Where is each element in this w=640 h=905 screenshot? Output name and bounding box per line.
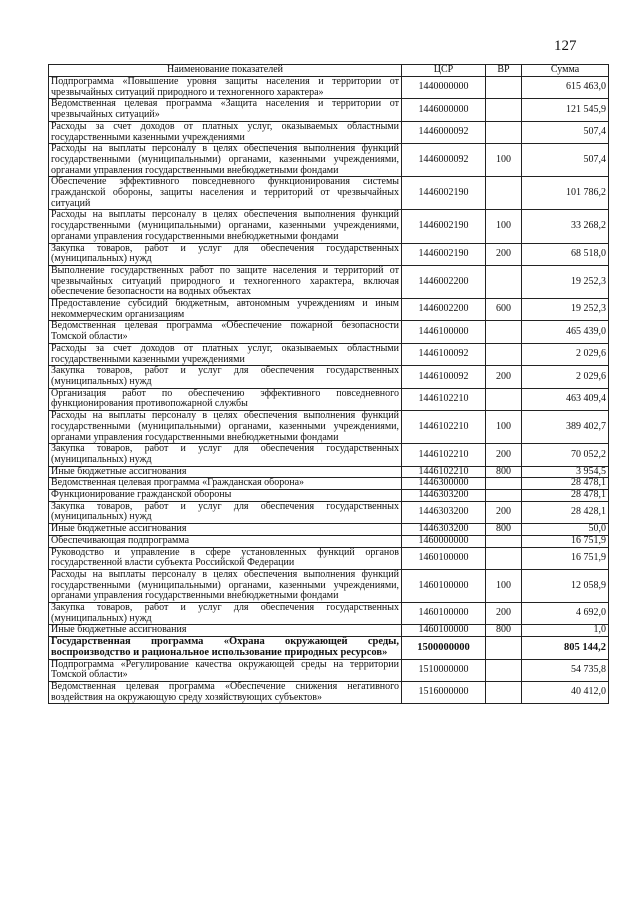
cell-sum: 54 735,8	[522, 659, 609, 681]
table-row	[49, 444, 609, 466]
cell-sum: 19 252,3	[522, 265, 609, 298]
cell-name: Расходы на выплаты персоналу в целях обеспечения выполнения функций государственными (муниципальными) органами, казенными учреждениями, органами управления государственными внебюджетными фондами	[49, 144, 402, 177]
cell-csr: 1446000092	[402, 144, 486, 177]
cell-vr: 100	[486, 569, 522, 602]
cell-csr: 1446102210	[402, 466, 486, 478]
cell-sum: 28 428,1	[522, 501, 609, 523]
table-row	[49, 177, 609, 210]
table-row	[49, 321, 609, 343]
cell-sum: 101 786,2	[522, 177, 609, 210]
cell-csr: 1460100000	[402, 603, 486, 625]
cell-sum: 389 402,7	[522, 411, 609, 444]
cell-sum: 507,4	[522, 144, 609, 177]
cell-sum: 507,4	[522, 121, 609, 143]
cell-vr	[486, 388, 522, 410]
cell-vr	[486, 681, 522, 703]
cell-csr: 1446300000	[402, 478, 486, 490]
cell-sum: 615 463,0	[522, 77, 609, 99]
table-row	[49, 99, 609, 121]
cell-sum: 4 692,0	[522, 603, 609, 625]
cell-csr: 1446002190	[402, 210, 486, 243]
cell-csr: 1446100092	[402, 366, 486, 388]
header-name: Наименование показателей	[49, 65, 402, 77]
cell-csr: 1446100092	[402, 343, 486, 365]
cell-csr: 1446102210	[402, 411, 486, 444]
cell-sum: 463 409,4	[522, 388, 609, 410]
cell-vr: 600	[486, 299, 522, 321]
cell-vr	[486, 121, 522, 143]
table-row	[49, 501, 609, 523]
cell-sum: 805 144,2	[522, 637, 609, 659]
cell-vr	[486, 637, 522, 659]
cell-csr: 1440000000	[402, 77, 486, 99]
table-row	[49, 490, 609, 502]
cell-csr: 1446303200	[402, 524, 486, 536]
cell-vr	[486, 343, 522, 365]
cell-csr: 1460100000	[402, 547, 486, 569]
cell-name: Ведомственная целевая программа «Гражданская оборона»	[49, 478, 402, 490]
cell-vr: 100	[486, 210, 522, 243]
table-row	[49, 366, 609, 388]
cell-csr: 1510000000	[402, 659, 486, 681]
header-csr: ЦСР	[402, 65, 486, 77]
header-vr: ВР	[486, 65, 522, 77]
table-row	[49, 77, 609, 99]
cell-vr	[486, 478, 522, 490]
cell-sum: 50,0	[522, 524, 609, 536]
cell-name: Расходы на выплаты персоналу в целях обеспечения выполнения функций государственными (муниципальными) органами, казенными учреждениями, органами управления государственными внебюджетными фондами	[49, 411, 402, 444]
cell-csr: 1446000092	[402, 121, 486, 143]
table-row	[49, 659, 609, 681]
cell-name: Предоставление субсидий бюджетным, автономным учреждениям и иным некоммерческим организациям	[49, 299, 402, 321]
cell-name: Расходы на выплаты персоналу в целях обеспечения выполнения функций государственными (муниципальными) органами, казенными учреждениями, органами управления государственными внебюджетными фондами	[49, 210, 402, 243]
cell-csr: 1460100000	[402, 625, 486, 637]
cell-name: Расходы за счет доходов от платных услуг, оказываемых областными государственными казенными учреждениями	[49, 343, 402, 365]
table-row	[49, 478, 609, 490]
cell-csr: 1446102210	[402, 444, 486, 466]
cell-sum: 28 478,1	[522, 478, 609, 490]
cell-name: Ведомственная целевая программа «Защита населения и территории от чрезвычайных ситуаций»	[49, 99, 402, 121]
table-row	[49, 625, 609, 637]
cell-sum: 68 518,0	[522, 243, 609, 265]
cell-sum: 2 029,6	[522, 366, 609, 388]
table-row	[49, 121, 609, 143]
header-sum: Сумма	[522, 65, 609, 77]
cell-vr: 100	[486, 411, 522, 444]
cell-csr: 1446000000	[402, 99, 486, 121]
table-row	[49, 547, 609, 569]
cell-sum: 16 751,9	[522, 547, 609, 569]
cell-vr	[486, 265, 522, 298]
table-row	[49, 299, 609, 321]
cell-csr: 1460100000	[402, 569, 486, 602]
table-row	[49, 144, 609, 177]
cell-vr	[486, 321, 522, 343]
cell-name: Закупка товаров, работ и услуг для обеспечения государственных (муниципальных) нужд	[49, 243, 402, 265]
cell-name: Закупка товаров, работ и услуг для обеспечения государственных (муниципальных) нужд	[49, 444, 402, 466]
cell-name: Иные бюджетные ассигнования	[49, 625, 402, 637]
cell-vr	[486, 77, 522, 99]
table-row	[49, 569, 609, 602]
table-row	[49, 243, 609, 265]
cell-vr	[486, 659, 522, 681]
cell-name: Ведомственная целевая программа «Обеспечение снижения негативного воздействия на окружающую среду хозяйствующих субъектов»	[49, 681, 402, 703]
table-row	[49, 466, 609, 478]
cell-csr: 1446002190	[402, 243, 486, 265]
cell-vr: 200	[486, 444, 522, 466]
table-header-row	[49, 65, 609, 77]
cell-csr: 1446002200	[402, 265, 486, 298]
cell-vr: 800	[486, 625, 522, 637]
cell-name: Государственная программа «Охрана окружающей среды, воспроизводство и рациональное использование природных ресурсов»	[49, 637, 402, 659]
table-row	[49, 343, 609, 365]
cell-sum: 12 058,9	[522, 569, 609, 602]
cell-name: Выполнение государственных работ по защите населения и территорий от чрезвычайных ситуаций природного и техногенного характера, включая обеспечение безопасности на водных объектах	[49, 265, 402, 298]
cell-name: Обеспечивающая подпрограмма	[49, 535, 402, 547]
cell-name: Ведомственная целевая программа «Обеспечение пожарной безопасности Томской области»	[49, 321, 402, 343]
cell-sum: 121 545,9	[522, 99, 609, 121]
cell-name: Закупка товаров, работ и услуг для обеспечения государственных (муниципальных) нужд	[49, 501, 402, 523]
cell-vr: 800	[486, 524, 522, 536]
budget-table	[48, 64, 609, 704]
cell-csr: 1446002190	[402, 177, 486, 210]
cell-sum: 16 751,9	[522, 535, 609, 547]
cell-name: Расходы на выплаты персоналу в целях обеспечения выполнения функций государственными (муниципальными) органами, казенными учреждениями, органами управления государственными внебюджетными фондами	[49, 569, 402, 602]
cell-vr	[486, 535, 522, 547]
cell-vr	[486, 177, 522, 210]
cell-name: Организация работ по обеспечению эффективного повседневного функционирования противопожарной службы	[49, 388, 402, 410]
cell-csr: 1460000000	[402, 535, 486, 547]
cell-csr: 1446102210	[402, 388, 486, 410]
cell-name: Иные бюджетные ассигнования	[49, 466, 402, 478]
table-row	[49, 210, 609, 243]
table-row	[49, 388, 609, 410]
table-row	[49, 637, 609, 659]
cell-csr: 1446303200	[402, 501, 486, 523]
page-number: 127	[554, 38, 577, 54]
cell-name: Руководство и управление в сфере установленных функций органов государственной власти субъекта Российской Федерации	[49, 547, 402, 569]
cell-name: Функционирование гражданской обороны	[49, 490, 402, 502]
cell-name: Закупка товаров, работ и услуг для обеспечения государственных (муниципальных) нужд	[49, 366, 402, 388]
cell-vr	[486, 490, 522, 502]
cell-sum: 2 029,6	[522, 343, 609, 365]
cell-sum: 40 412,0	[522, 681, 609, 703]
cell-name: Обеспечение эффективного повседневного функционирования системы гражданской обороны, защиты населения и территорий от чрезвычайных ситуаций	[49, 177, 402, 210]
cell-vr: 200	[486, 366, 522, 388]
cell-sum: 19 252,3	[522, 299, 609, 321]
table-row	[49, 535, 609, 547]
cell-vr	[486, 547, 522, 569]
cell-name: Расходы за счет доходов от платных услуг, оказываемых областными государственными казенными учреждениями	[49, 121, 402, 143]
table-row	[49, 411, 609, 444]
cell-csr: 1516000000	[402, 681, 486, 703]
cell-name: Подпрограмма «Регулирование качества окружающей среды на территории Томской области»	[49, 659, 402, 681]
cell-vr	[486, 99, 522, 121]
table-row	[49, 524, 609, 536]
cell-sum: 465 439,0	[522, 321, 609, 343]
cell-name: Подпрограмма «Повышение уровня защиты населения и территории от чрезвычайных ситуаций природного и техногенного характера»	[49, 77, 402, 99]
cell-vr: 200	[486, 501, 522, 523]
cell-vr: 200	[486, 243, 522, 265]
cell-name: Закупка товаров, работ и услуг для обеспечения государственных (муниципальных) нужд	[49, 603, 402, 625]
cell-csr: 1500000000	[402, 637, 486, 659]
cell-vr: 200	[486, 603, 522, 625]
cell-sum: 33 268,2	[522, 210, 609, 243]
cell-csr: 1446002200	[402, 299, 486, 321]
cell-sum: 28 478,1	[522, 490, 609, 502]
table-row	[49, 603, 609, 625]
cell-sum: 1,0	[522, 625, 609, 637]
cell-csr: 1446303200	[402, 490, 486, 502]
cell-sum: 70 052,2	[522, 444, 609, 466]
table-row	[49, 681, 609, 703]
cell-name: Иные бюджетные ассигнования	[49, 524, 402, 536]
cell-vr: 100	[486, 144, 522, 177]
cell-csr: 1446100000	[402, 321, 486, 343]
table-row	[49, 265, 609, 298]
cell-vr: 800	[486, 466, 522, 478]
cell-sum: 3 954,5	[522, 466, 609, 478]
